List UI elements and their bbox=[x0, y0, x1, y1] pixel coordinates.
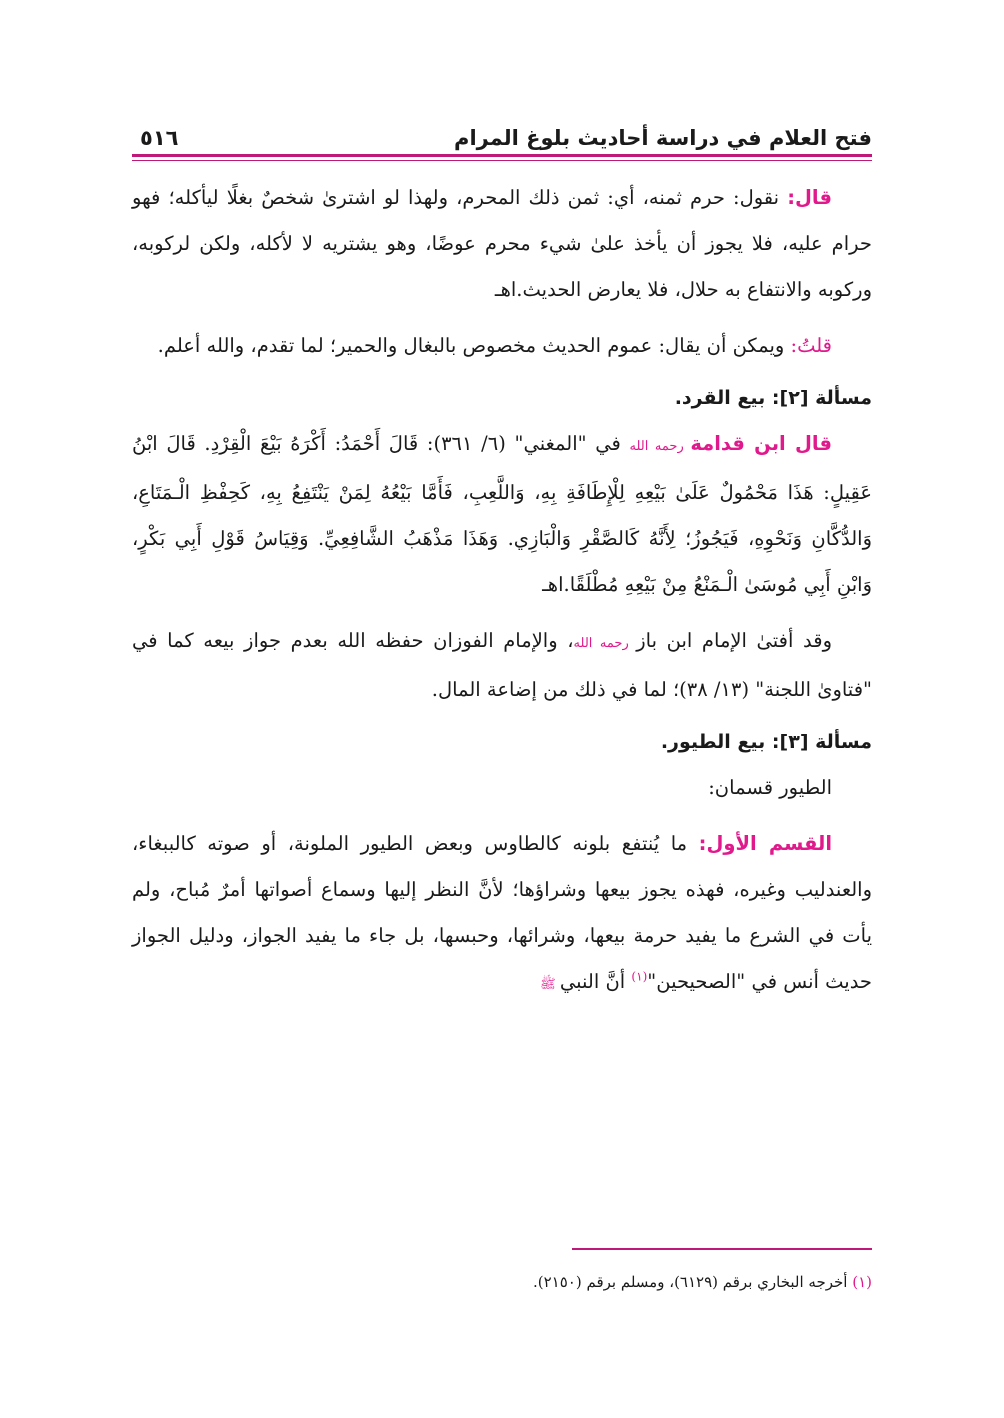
running-header bbox=[132, 112, 872, 150]
source-title: "المغني" bbox=[514, 432, 587, 455]
heading-title: بيع الطيور. bbox=[660, 731, 772, 753]
paragraph-text: ما يُنتفع بلونه كالطاوس وبعض الطيور الملونة، أو صوته كالببغاء، والعندليب وغيره، فهذه يجوز بيعها وشراؤها؛ لأنَّ النظر إليها وسماع أصواتها أمرٌ مُباح، ولم يأت في الشرع ما يفيد حرمة بيعها، وشرائها، وحبسها، بل جاء ما يفيد الجواز، ودليل الجواز حديث أنس في bbox=[132, 832, 872, 993]
paragraph-text: في bbox=[586, 432, 630, 455]
page-number: ٥١٦ bbox=[140, 126, 179, 150]
heading-title: بيع القرد. bbox=[674, 387, 772, 409]
paragraph-text: (١٣/ ٣٨)؛ لما في ذلك من إضاعة المال. bbox=[431, 678, 756, 701]
paragraph-6 bbox=[132, 821, 872, 1008]
speaker-label: قلتُ: bbox=[790, 334, 832, 357]
honorific: ﷺ bbox=[540, 977, 560, 992]
footnote-number: (١) bbox=[852, 1273, 872, 1291]
paragraph-1 bbox=[132, 175, 872, 313]
speaker-label: قال: bbox=[787, 186, 832, 209]
paragraph-2 bbox=[132, 323, 872, 369]
paragraph-4 bbox=[132, 618, 872, 713]
section-heading-3 bbox=[132, 719, 872, 765]
section-heading-2 bbox=[132, 375, 872, 421]
honorific: رحمه الله bbox=[573, 636, 637, 651]
footnote-text: أخرجه البخاري برقم (٦١٢٩)، ومسلم برقم (٢١٥٠). bbox=[533, 1273, 853, 1291]
footnote-ref[interactable]: (١) bbox=[631, 969, 648, 984]
paragraph-text: نقول: حرم ثمنه، أي: ثمن ذلك المحرم، ولهذا لو اشترىٰ شخصٌ بغلًا ليأكله؛ فهو حرام عليه، فلا يجوز أن يأخذ علىٰ شيء محرم عوضًا، وهو يشتريه لا لأكله، ولكن لركوبه، وركوبه والانتفاع به حلال، فلا يعارض الحديث.اهـ bbox=[132, 186, 872, 301]
source-title: "فتاوىٰ اللجنة" bbox=[755, 678, 872, 701]
book-title: فتح العلام في دراسة أحاديث بلوغ المرام bbox=[454, 126, 872, 150]
source-title: "الصحيحين" bbox=[647, 970, 746, 993]
paragraph-text: (٦/ ٣٦١): قَالَ أَحْمَدُ: أَكْرَهُ بَيْعَ الْقِرْدِ. قَالَ ابْنُ عَقِيلٍ: هَذَا مَحْمُولٌ عَلَىٰ بَيْعِهِ لِلْإِطَافَةِ بِهِ، وَاللَّعِبِ، فَأَمَّا بَيْعُهُ لِمَنْ يَنْتَفِعُ بِهِ، كَحِفْظِ الْـمَتَاعِ، وَالدُّكَّانِ وَنَحْوِهِ، فَيَجُوزُ؛ لِأَنَّهُ كَالصَّقْرِ وَالْبَازِي. وَهَذَا مَذْهَبُ الشَّافِعِيِّ. وَقِيَاسُ قَوْلِ أَبِي بَكْرٍ، وَابْنِ أَبِي مُوسَىٰ الْـمَنْعُ مِنْ بَيْعِهِ مُطْلَقًا.اهـ bbox=[132, 432, 872, 596]
heading-label: مسألة [٣]: bbox=[771, 731, 872, 753]
header-rule-thin bbox=[132, 160, 872, 161]
header-rule-thick bbox=[132, 154, 872, 157]
section-label: القسم الأول: bbox=[698, 832, 832, 855]
paragraph-text: أنَّ النبي bbox=[559, 970, 632, 993]
footnote-rule bbox=[572, 1248, 872, 1250]
paragraph-text: الطيور قسمان: bbox=[708, 776, 832, 799]
page-body bbox=[132, 175, 872, 1008]
honorific: رحمه الله bbox=[629, 439, 691, 454]
paragraph-text: ، والإمام الفوزان حفظه الله بعدم جواز بيعه كما في bbox=[132, 629, 574, 652]
paragraph-5 bbox=[132, 765, 872, 811]
page bbox=[132, 112, 872, 1008]
paragraph-text: وقد أفتىٰ الإمام ابن باز bbox=[636, 629, 832, 652]
paragraph-text: ويمكن أن يقال: عموم الحديث مخصوص بالبغال والحمير؛ لما تقدم، والله أعلم. bbox=[157, 334, 791, 357]
footnote bbox=[132, 1268, 872, 1296]
paragraph-3 bbox=[132, 421, 872, 608]
speaker-label: قال ابن قدامة bbox=[690, 432, 832, 455]
heading-label: مسألة [٢]: bbox=[771, 387, 872, 409]
